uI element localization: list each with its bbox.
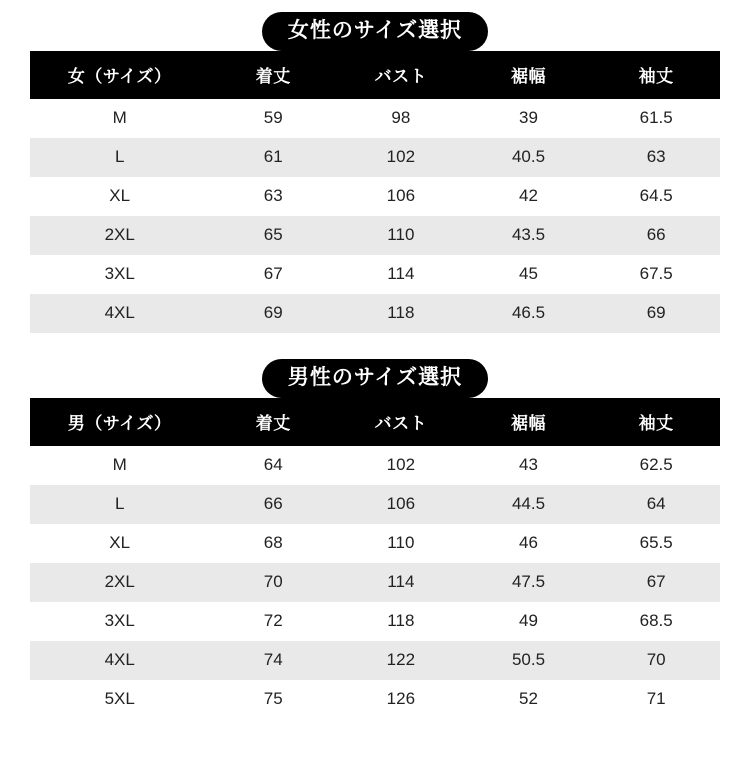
cell-bust: 118 bbox=[337, 602, 465, 641]
table-row bbox=[30, 255, 720, 294]
cell-size: 4XL bbox=[30, 294, 209, 333]
cell-size: 2XL bbox=[30, 563, 209, 602]
cell-bust: 102 bbox=[337, 138, 465, 177]
cell-length: 59 bbox=[209, 99, 337, 138]
table-row bbox=[30, 294, 720, 333]
cell-hem: 46.5 bbox=[465, 294, 593, 333]
cell-sleeve: 69 bbox=[592, 294, 720, 333]
table-row bbox=[30, 99, 720, 138]
cell-hem: 43 bbox=[465, 446, 593, 485]
cell-sleeve: 64 bbox=[592, 485, 720, 524]
cell-bust: 114 bbox=[337, 255, 465, 294]
cell-size: M bbox=[30, 446, 209, 485]
cell-length: 63 bbox=[209, 177, 337, 216]
cell-length: 67 bbox=[209, 255, 337, 294]
cell-sleeve: 61.5 bbox=[592, 99, 720, 138]
cell-hem: 44.5 bbox=[465, 485, 593, 524]
women-section-heading bbox=[0, 12, 750, 51]
column-header-size: 男（サイズ） bbox=[30, 398, 209, 446]
table-row bbox=[30, 641, 720, 680]
column-header-sleeve: 袖丈 bbox=[592, 51, 720, 99]
cell-size: L bbox=[30, 138, 209, 177]
column-header-size: 女（サイズ） bbox=[30, 51, 209, 99]
cell-size: 5XL bbox=[30, 680, 209, 719]
men-heading-label: 男性のサイズ選択 bbox=[262, 359, 488, 398]
cell-length: 74 bbox=[209, 641, 337, 680]
cell-hem: 47.5 bbox=[465, 563, 593, 602]
cell-bust: 106 bbox=[337, 177, 465, 216]
men-section-heading bbox=[0, 359, 750, 398]
table-header-row bbox=[30, 51, 720, 99]
table-header-row bbox=[30, 398, 720, 446]
men-size-table bbox=[30, 398, 720, 719]
women-table-body bbox=[30, 99, 720, 333]
cell-sleeve: 67.5 bbox=[592, 255, 720, 294]
table-row bbox=[30, 602, 720, 641]
column-header-hem: 裾幅 bbox=[465, 398, 593, 446]
cell-size: 3XL bbox=[30, 602, 209, 641]
cell-sleeve: 70 bbox=[592, 641, 720, 680]
women-heading-label: 女性のサイズ選択 bbox=[262, 12, 488, 51]
table-row bbox=[30, 138, 720, 177]
column-header-length: 着丈 bbox=[209, 51, 337, 99]
cell-sleeve: 71 bbox=[592, 680, 720, 719]
column-header-sleeve: 袖丈 bbox=[592, 398, 720, 446]
table-row bbox=[30, 524, 720, 563]
cell-bust: 110 bbox=[337, 216, 465, 255]
cell-size: 3XL bbox=[30, 255, 209, 294]
men-table-header bbox=[30, 398, 720, 446]
cell-bust: 122 bbox=[337, 641, 465, 680]
cell-hem: 39 bbox=[465, 99, 593, 138]
cell-bust: 110 bbox=[337, 524, 465, 563]
column-header-length: 着丈 bbox=[209, 398, 337, 446]
cell-hem: 49 bbox=[465, 602, 593, 641]
cell-length: 61 bbox=[209, 138, 337, 177]
cell-hem: 46 bbox=[465, 524, 593, 563]
size-chart-page bbox=[0, 12, 750, 762]
cell-bust: 98 bbox=[337, 99, 465, 138]
cell-bust: 106 bbox=[337, 485, 465, 524]
cell-size: L bbox=[30, 485, 209, 524]
cell-length: 70 bbox=[209, 563, 337, 602]
column-header-bust: バスト bbox=[337, 51, 465, 99]
cell-sleeve: 67 bbox=[592, 563, 720, 602]
cell-size: 4XL bbox=[30, 641, 209, 680]
table-row bbox=[30, 177, 720, 216]
table-row bbox=[30, 446, 720, 485]
column-header-hem: 裾幅 bbox=[465, 51, 593, 99]
cell-sleeve: 64.5 bbox=[592, 177, 720, 216]
cell-sleeve: 65.5 bbox=[592, 524, 720, 563]
cell-length: 65 bbox=[209, 216, 337, 255]
cell-sleeve: 63 bbox=[592, 138, 720, 177]
table-row bbox=[30, 216, 720, 255]
cell-bust: 118 bbox=[337, 294, 465, 333]
column-header-bust: バスト bbox=[337, 398, 465, 446]
table-row bbox=[30, 563, 720, 602]
cell-length: 75 bbox=[209, 680, 337, 719]
cell-size: XL bbox=[30, 524, 209, 563]
cell-length: 66 bbox=[209, 485, 337, 524]
cell-size: M bbox=[30, 99, 209, 138]
cell-length: 64 bbox=[209, 446, 337, 485]
cell-length: 69 bbox=[209, 294, 337, 333]
cell-bust: 114 bbox=[337, 563, 465, 602]
cell-sleeve: 62.5 bbox=[592, 446, 720, 485]
table-row bbox=[30, 680, 720, 719]
cell-hem: 40.5 bbox=[465, 138, 593, 177]
cell-sleeve: 66 bbox=[592, 216, 720, 255]
cell-hem: 52 bbox=[465, 680, 593, 719]
cell-length: 72 bbox=[209, 602, 337, 641]
cell-bust: 102 bbox=[337, 446, 465, 485]
women-table-header bbox=[30, 51, 720, 99]
cell-hem: 50.5 bbox=[465, 641, 593, 680]
cell-bust: 126 bbox=[337, 680, 465, 719]
cell-size: XL bbox=[30, 177, 209, 216]
cell-hem: 43.5 bbox=[465, 216, 593, 255]
cell-sleeve: 68.5 bbox=[592, 602, 720, 641]
cell-hem: 45 bbox=[465, 255, 593, 294]
men-table-body bbox=[30, 446, 720, 719]
cell-size: 2XL bbox=[30, 216, 209, 255]
table-row bbox=[30, 485, 720, 524]
cell-length: 68 bbox=[209, 524, 337, 563]
cell-hem: 42 bbox=[465, 177, 593, 216]
women-size-table bbox=[30, 51, 720, 333]
